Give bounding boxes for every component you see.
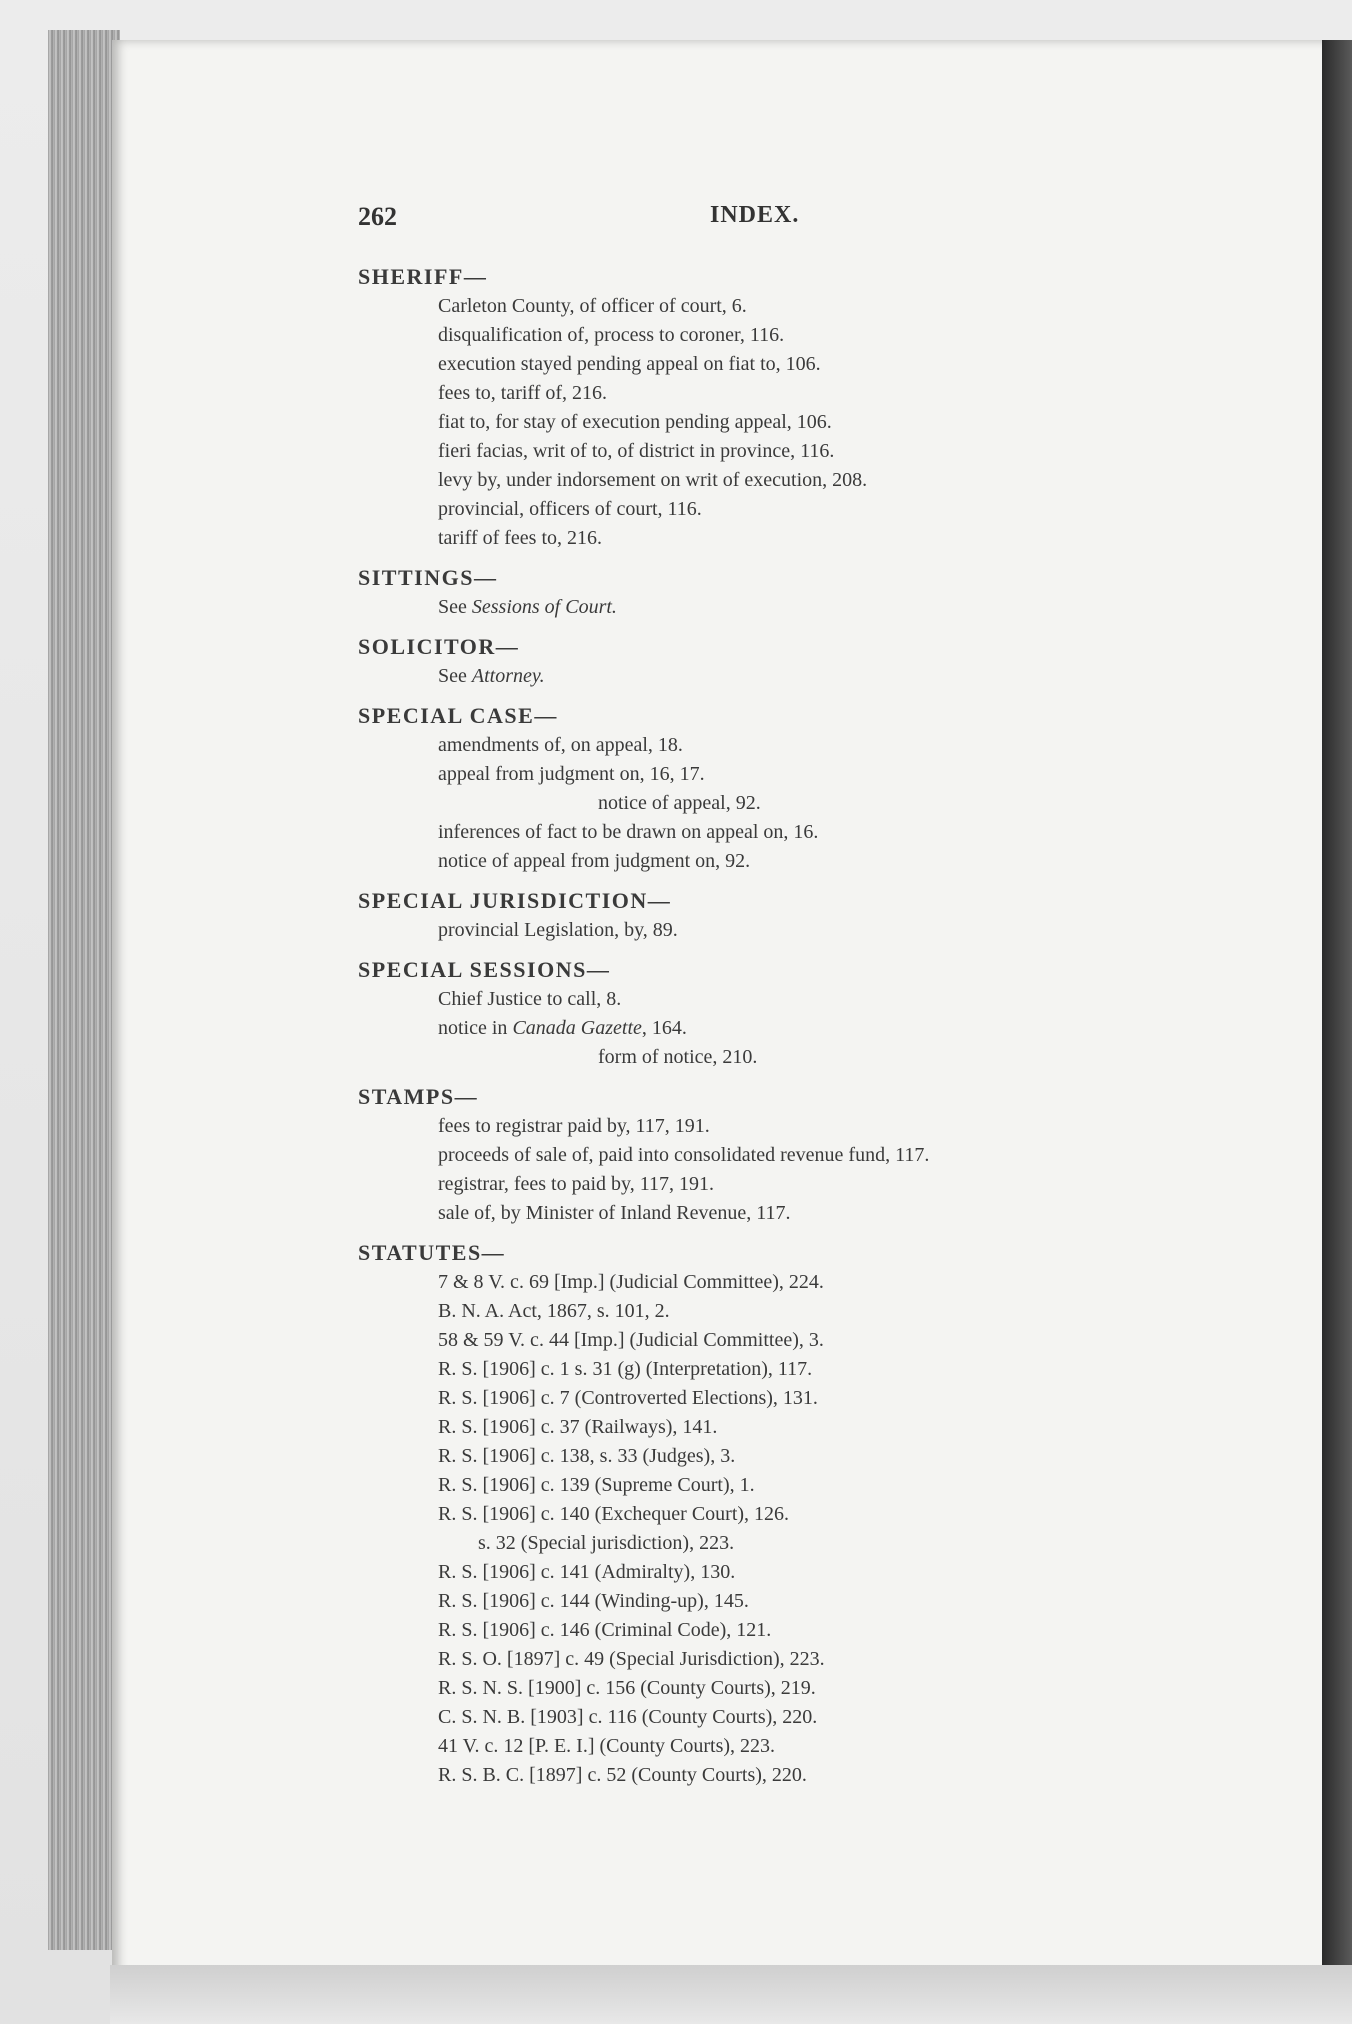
entry-line [358,916,1308,945]
line-text: R. S. N. S. [1900] c. 156 (County Courts), 219. [438,1677,816,1699]
entry-line [358,1616,1308,1645]
page-header [358,202,818,242]
running-head: INDEX. [710,202,800,228]
entry-heading: STATUTES— [358,1240,506,1265]
entry-line [358,466,1308,495]
entry-line [358,1732,1308,1761]
index-entry [358,563,1308,622]
line-text: notice of appeal, 92. [598,792,761,814]
line-text: , 164. [641,1017,687,1039]
line-text: disqualification of, process to coroner, 116. [438,324,785,346]
entry-line [358,1355,1308,1384]
entry-line [358,985,1308,1014]
entry-line [358,1500,1308,1529]
entry-line [358,1471,1308,1500]
index-entry [358,262,1308,553]
entry-line [358,1761,1308,1790]
index-entry [358,1082,1308,1228]
entry-line [358,350,1308,379]
index-entry [358,955,1308,1072]
line-text: fees to, tariff of, 216. [438,382,608,404]
entry-line [358,1326,1308,1355]
entry-heading: SHERIFF— [358,264,488,289]
entry-line [358,847,1308,876]
line-text: 7 & 8 V. c. 69 [Imp.] (Judicial Committee), 224. [438,1271,824,1293]
italic-reference: Attorney. [471,665,545,687]
entry-line [358,1558,1308,1587]
entry-line [358,1703,1308,1732]
entry-line [358,731,1308,760]
line-text: provincial, officers of court, 116. [438,498,702,520]
line-text: R. S. B. C. [1897] c. 52 (County Courts), 220. [438,1764,807,1786]
line-text: R. S. [1906] c. 141 (Admiralty), 130. [438,1561,736,1583]
entry-line [358,1297,1308,1326]
index-entry [358,886,1308,945]
entry-line [358,1112,1308,1141]
entry-line [358,1043,1308,1072]
entry-line [358,1170,1308,1199]
line-text: R. S. [1906] c. 1 s. 31 (g) (Interpretation), 117. [438,1358,813,1380]
line-text: Chief Justice to call, 8. [438,988,622,1010]
entry-line [358,437,1308,466]
entry-line [358,379,1308,408]
book-page-edges [48,30,120,1950]
entry-line [358,760,1308,789]
line-text: See [438,665,472,687]
line-text: B. N. A. Act, 1867, s. 101, 2. [438,1300,670,1322]
line-text: inferences of fact to be drawn on appeal on, 16. [438,821,819,843]
index-entry [358,701,1308,876]
entry-heading: SPECIAL CASE— [358,703,558,728]
entry-line [358,495,1308,524]
line-text: amendments of, on appeal, 18. [438,734,683,756]
line-text: sale of, by Minister of Inland Revenue, 117. [438,1202,791,1224]
index-entry [358,632,1308,691]
entry-line [358,408,1308,437]
line-text: R. S. [1906] c. 144 (Winding-up), 145. [438,1590,749,1612]
line-text: R. S. O. [1897] c. 49 (Special Jurisdiction), 223. [438,1648,825,1670]
entry-line [358,1587,1308,1616]
line-text: notice in [438,1017,513,1039]
entry-heading: SITTINGS— [358,565,498,590]
line-text: C. S. N. B. [1903] c. 116 (County Courts), 220. [438,1706,818,1728]
entry-line [358,593,1308,622]
line-text: provincial Legislation, by, 89. [438,919,678,941]
line-text: R. S. [1906] c. 140 (Exchequer Court), 126. [438,1503,790,1525]
line-text: s. 32 (Special jurisdiction), 223. [478,1532,735,1554]
index-entry [358,1238,1308,1790]
bottom-edge-shadow [110,1965,1352,2024]
entry-line [358,292,1308,321]
line-text: fees to registrar paid by, 117, 191. [438,1115,710,1137]
entry-line [358,1529,1308,1558]
line-text: 41 V. c. 12 [P. E. I.] (County Courts), 223. [438,1735,776,1757]
line-text: registrar, fees to paid by, 117, 191. [438,1173,714,1195]
line-text: R. S. [1906] c. 138, s. 33 (Judges), 3. [438,1445,736,1467]
line-text: See [438,596,472,618]
entry-heading: SPECIAL SESSIONS— [358,957,611,982]
entry-heading: STAMPS— [358,1084,479,1109]
line-text: form of notice, 210. [598,1046,758,1068]
italic-reference: Canada Gazette [512,1017,642,1039]
entry-line [358,1268,1308,1297]
entry-line [358,1442,1308,1471]
page-number: 262 [358,202,397,231]
line-text: 58 & 59 V. c. 44 [Imp.] (Judicial Committee), 3. [438,1329,824,1351]
line-text: R. S. [1906] c. 146 (Criminal Code), 121. [438,1619,772,1641]
index-list [358,262,1308,1800]
entry-line [358,1141,1308,1170]
line-text: fiat to, for stay of execution pending appeal, 106. [438,411,832,433]
line-text: notice of appeal from judgment on, 92. [438,850,751,872]
line-text: levy by, under indorsement on writ of execution, 208. [438,469,868,491]
entry-line [358,1645,1308,1674]
line-text: fieri facias, writ of to, of district in province, 116. [438,440,835,462]
entry-line [358,321,1308,350]
line-text: tariff of fees to, 216. [438,527,603,549]
entry-line [358,1674,1308,1703]
right-edge-shadow [1322,40,1352,2000]
entry-heading: SOLICITOR— [358,634,520,659]
line-text: appeal from judgment on, 16, 17. [438,763,705,785]
entry-line [358,524,1308,553]
line-text: proceeds of sale of, paid into consolidated revenue fund, 117. [438,1144,930,1166]
line-text: execution stayed pending appeal on fiat to, 106. [438,353,821,375]
entry-line [358,789,1308,818]
line-text: R. S. [1906] c. 139 (Supreme Court), 1. [438,1474,755,1496]
entry-heading: SPECIAL JURISDICTION— [358,888,672,913]
entry-line [358,1199,1308,1228]
entry-line [358,818,1308,847]
italic-reference: Sessions of Court. [471,596,617,618]
entry-line [358,1413,1308,1442]
entry-line [358,1384,1308,1413]
entry-line [358,1014,1308,1043]
entry-line [358,662,1308,691]
line-text: R. S. [1906] c. 7 (Controverted Elections), 131. [438,1387,818,1409]
line-text: Carleton County, of officer of court, 6. [438,295,747,317]
line-text: R. S. [1906] c. 37 (Railways), 141. [438,1416,718,1438]
